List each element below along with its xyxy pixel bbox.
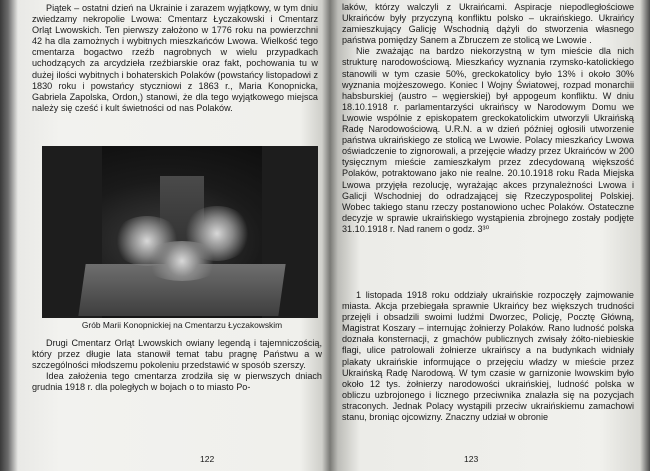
paragraph-text: laków, którzy walczyli z Ukraińcami. Aspiracje niepodległościowe Ukraińców były przyczyną konfliktu polsko – ukraińskiego. Ukraińcy zamieszkujący Galicję Wschodnią dążyli do stworzenia własnego państwa pomiędzy Sanem a Zbruczem ze stolicą we Lwowie . [342, 2, 634, 46]
page-number: 123 [464, 454, 479, 464]
page-number: 122 [200, 454, 215, 464]
grave-photo [42, 146, 318, 318]
paragraph-text: 1 listopada 1918 roku oddziały ukraińskie rozpoczęły zajmowanie miasta. Akcja przebiegała sprawnie Ukraińcy bez większych trudności przejęli i obsadzili swoimi ludźmi Dworzec, Policję, Pocztę Główną, Magistrat Koszary – internując żołnierzy Polaków. Rano ludność polska doznała konsternacji, z gmachów publicznych zwisały żółto-niebieskie flagi, ulice patrolowali żołnierze ukraińscy a na budynkach widniały plakaty ukraińskie informujące o przejęciu władzy w mieście przez Ukraińską Radę Narodową. W tym czasie w garnizonie lwowskim było około 12 tys. żołnierzy narodowości ukraińskiej, ludność polska w obliczu uzbrojonego i licznego przeciwnika znalazła się na pozycjach straconych. Jednak Polacy wystąpili przeciw ukraińskiemu zamachowi stanu, broniąc ojcowizny. Znaczny udział w obronie [342, 290, 634, 423]
paragraph-text: Nie zważając na bardzo niekorzystną w tym mieście dla nich strukturę narodowościową. Mieszkańcy wyznania rzymsko-katolickiego stanowili w tym czasie 50%, greckokatolicy było 13% i około 30% wyznania mojżeszowego. Koniec I Wojny Światowej, rozpad monarchii habsburskiej (austro – węgierskiej) był appogeum konfliktu. W dniu 18.10.1918 r. parlamentarzyści ukraińscy w Narodowym Domu we Lwowie wspólnie z episkopatem greckokatolickim utworzyli Ukraińską Radę Narodowościową. U.R.N. a w dzień później ogłosili utworzenie państwa ukraińskiego ze stolicą we Lwowie. Polacy mieszkańcy Lwowa oświadczenie to zignorowali, a przejęcie władzy przez Ukraińców w 200 tysięcznym mieście zamieszkałym przez zdecydowaną większość Polaków, potraktowano jako nie realne. 20.10.1918 roku Rada Miejska Lwowa przyjęła rezolucję, wyrażając akces przynależności Lwowa i Galicji Wschodniej do odradzającej się Rzeczypospolitej Polskiej. Wobec takiego stanu rzeczy postanowiono uchec Polaków. Ostateczne decyzje w sprawie ukraińskiego wystąpienia zbrojnego zostały podjęte 31.10.1918 r. Nad ranem o godz. 3³⁰ [342, 46, 634, 234]
right-page [338, 0, 638, 471]
left-page [20, 0, 320, 471]
right-paragraph-1 [342, 2, 634, 235]
photo-caption: Grób Marii Konopnickiej na Cmentarzu Łyczakowskim [81, 320, 283, 330]
left-paragraph-1 [32, 3, 318, 114]
paragraph-text: Idea założenia tego cmentarza zrodziła się w pierwszych dniach grudnia 1918 r. dla poległych w bojach o to miasto Po- [32, 371, 322, 393]
paragraph-text: Piątek – ostatni dzień na Ukrainie i zarazem wyjątkowy, w tym dniu zwiedzamy nekropolie Lwowa: Cmentarz Łyczakowski i Cmentarz Orląt Lwowskich. Ten pierwszy założono w 1776 roku na powierzchni 42 ha dla zamożnych i wybitnych mieszkańców Lwowa. Wielkość tego cmentarza bogactwo rzeźb nagrobnych w wielu przypadkach uchodzących za arcydzieła rzeźbiarskie oraz fakt, pochowania tu w dużej ilości wybitnych i bohaterskich Polaków (powstańcy listopadowi z 1830 roku i powstańcy styczniowi z 1863 r., Maria Konopnicka, Gabriela Zapolska, Ordon,) stanowi, że dla tego wyjątkowego miejsca należy się cześć i kult świetności od nas Polaków. [32, 3, 318, 113]
left-paragraph-2 [32, 338, 322, 393]
right-paragraph-2 [342, 290, 634, 423]
paragraph-text: Drugi Cmentarz Orląt Lwowskich owiany legendą i tajemniczością, który przez długie lata stanowił temat tabu pragnę Państwu a w szczególności młodszemu pokoleniu przedstawić w sposób szerszy. [32, 338, 322, 371]
